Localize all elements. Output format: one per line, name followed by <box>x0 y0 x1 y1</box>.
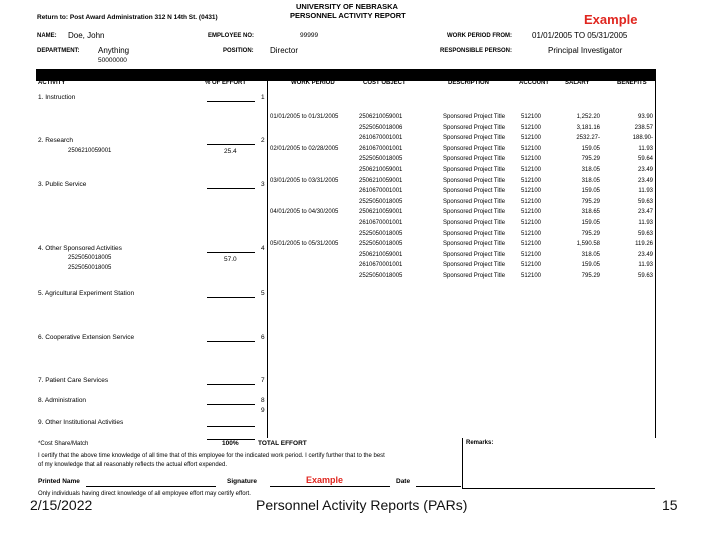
entry-desc: Sponsored Project Title <box>443 198 506 205</box>
entry-cost: 2506210059001 <box>359 114 403 120</box>
entry-desc: Sponsored Project Title <box>443 167 506 173</box>
name-value: Doe, John <box>68 31 105 40</box>
entry-acct: 512100 <box>521 209 542 216</box>
entry-desc: Sponsored Project Title <box>443 251 506 258</box>
slide-page-number: 15 <box>662 497 678 513</box>
certify-line-2: of my knowledge that all reasonably reflects the actual effort expended. <box>38 462 228 468</box>
entry-desc: Sponsored Project Title <box>443 241 506 248</box>
certify-note: Only individuals having direct knowledge of all employee effort may certify effort. <box>38 491 251 497</box>
entry-benefits: 11.93 <box>638 220 653 226</box>
entry-salary: 795.29 <box>581 156 600 163</box>
entry-cost: 2525050018005 <box>359 241 403 248</box>
research-pct: 25.4 <box>224 148 237 155</box>
entry-acct: 512100 <box>521 167 542 173</box>
entry-benefits: 59.63 <box>637 273 653 279</box>
slide-title: Personnel Activity Reports (PARs) <box>256 497 468 513</box>
cost-share: *Cost Share/Match <box>38 441 89 447</box>
entry-salary: 3,181.16 <box>576 124 600 131</box>
entry-acct: 512100 <box>521 135 542 142</box>
other-sponsored-pct: 57.0 <box>224 256 237 263</box>
entry-acct: 512100 <box>521 230 542 237</box>
entry-benefits: 238.57 <box>634 124 653 131</box>
entry-desc: Sponsored Project Title <box>443 145 506 152</box>
entry-benefits: 59.64 <box>637 156 653 163</box>
entry-acct: 512100 <box>521 124 542 131</box>
position-label: POSITION: <box>223 48 254 54</box>
other-sponsored-cost-2: 2525050018005 <box>68 265 112 271</box>
entry-desc: Sponsored Project Title <box>443 114 506 120</box>
entry-benefits: 11.93 <box>638 188 653 195</box>
entry-period: 02/01/2005 to 02/28/2005 <box>270 145 339 152</box>
report-title: PERSONNEL ACTIVITY REPORT <box>290 11 406 20</box>
entry-benefits: 93.90 <box>637 114 653 120</box>
activity-num-1: 1 <box>261 94 265 101</box>
entry-salary: 318.05 <box>581 167 600 173</box>
work-period-label: WORK PERIOD FROM: <box>447 33 512 39</box>
entry-salary: 1,590.58 <box>576 241 600 248</box>
employee-value: 99999 <box>300 32 319 39</box>
entry-cost: 2525050018006 <box>359 124 403 131</box>
entry-desc: Sponsored Project Title <box>443 156 506 163</box>
column-header-bar <box>36 69 656 81</box>
col-account: ACCOUNT <box>519 80 549 86</box>
entry-benefits: 119.26 <box>635 241 653 248</box>
department-value: Anything <box>98 46 130 55</box>
signature-label: Signature <box>227 478 257 485</box>
entry-salary: 795.29 <box>581 230 600 237</box>
entry-acct: 512100 <box>521 198 542 205</box>
entry-acct: 512100 <box>521 241 542 248</box>
activity-administration: 8. Administration <box>38 397 87 404</box>
col-cost-object: COST OBJECT <box>363 80 406 86</box>
entry-salary: 2532.27- <box>576 135 600 142</box>
activity-cooperative: 6. Cooperative Extension Service <box>38 334 135 341</box>
entry-salary: 159.05 <box>581 262 600 269</box>
entry-cost: 2610670001001 <box>359 145 403 152</box>
entry-desc: Sponsored Project Title <box>443 188 506 195</box>
entry-desc: Sponsored Project Title <box>443 220 506 226</box>
entry-benefits: 11.93 <box>638 262 653 269</box>
entry-acct: 512100 <box>521 188 542 195</box>
entry-cost: 2610670001001 <box>359 188 403 195</box>
entry-salary: 318.05 <box>581 177 600 184</box>
entry-acct: 512100 <box>521 114 542 120</box>
activity-research: 2. Research <box>38 137 74 144</box>
activity-other-sponsored: 4. Other Sponsored Activities <box>38 245 122 252</box>
col-work-period: WORK PERIOD <box>291 80 335 86</box>
total-effort: TOTAL EFFORT <box>258 440 307 447</box>
work-period-value: 01/01/2005 TO 05/31/2005 <box>532 31 628 40</box>
entry-salary: 318.65 <box>581 209 600 216</box>
entry-benefits: 59.63 <box>637 230 653 237</box>
entry-benefits: 23.49 <box>637 251 653 258</box>
activity-num-9: 9 <box>261 407 265 414</box>
entry-cost: 2506210059001 <box>359 251 403 258</box>
entry-cost: 2506210059001 <box>359 177 403 184</box>
activity-other-institutional: 9. Other Institutional Activities <box>38 419 124 426</box>
entry-desc: Sponsored Project Title <box>443 273 506 279</box>
activity-num-5: 5 <box>261 290 265 297</box>
entry-cost: 2525050018005 <box>359 230 403 237</box>
entry-cost: 2506210059001 <box>359 167 403 173</box>
activity-num-7: 7 <box>261 377 265 384</box>
other-sponsored-cost-1: 2525050018005 <box>68 255 112 261</box>
entry-acct: 512100 <box>521 220 542 226</box>
entry-benefits: 23.49 <box>637 167 653 173</box>
entry-acct: 512100 <box>521 145 542 152</box>
entry-acct: 512100 <box>521 262 542 269</box>
example-stamp: Example <box>584 12 638 27</box>
entry-desc: Sponsored Project Title <box>443 135 506 142</box>
col-benefits: BENEFITS <box>617 80 647 86</box>
entry-desc: Sponsored Project Title <box>443 262 506 269</box>
entry-benefits: 59.63 <box>637 198 653 205</box>
col-description: DESCRIPTION <box>448 80 490 86</box>
signature-example: Example <box>306 475 344 485</box>
remarks-label: Remarks: <box>466 440 494 446</box>
total-pct: 100% <box>222 440 239 447</box>
department-label: DEPARTMENT: <box>37 48 80 54</box>
entry-benefits: 23.49 <box>637 177 653 184</box>
certify-line-1: I certify that the above time knowledge of all time that of this employee for the indicated work period. I certify further that to the best <box>38 453 385 459</box>
activity-public-service: 3. Public Service <box>38 181 87 188</box>
entry-cost: 2610670001001 <box>359 220 403 226</box>
entry-desc: Sponsored Project Title <box>443 209 506 216</box>
responsible-value: Principal Investigator <box>548 46 623 55</box>
name-label: NAME: <box>37 33 57 39</box>
entry-salary: 159.05 <box>581 145 600 152</box>
research-cost-object: 2506210059001 <box>68 148 112 154</box>
entry-period: 03/01/2005 to 03/31/2005 <box>270 177 339 184</box>
entry-desc: Sponsored Project Title <box>443 230 506 237</box>
activity-num-6: 6 <box>261 334 265 341</box>
entry-salary: 159.05 <box>581 188 600 195</box>
entry-benefits: 23.47 <box>637 209 653 216</box>
entry-acct: 512100 <box>521 177 542 184</box>
entry-salary: 1,252.20 <box>576 114 600 120</box>
entry-desc: Sponsored Project Title <box>443 177 506 184</box>
entry-salary: 795.29 <box>581 198 600 205</box>
entry-salary: 159.05 <box>581 220 600 226</box>
activity-num-2: 2 <box>261 137 265 144</box>
entry-cost: 2525050018005 <box>359 156 403 163</box>
entry-acct: 512100 <box>521 273 542 279</box>
entry-salary: 795.29 <box>581 273 600 279</box>
department-code: 50000000 <box>98 57 127 64</box>
entry-benefits: 11.93 <box>638 145 653 152</box>
entry-period: 01/01/2005 to 01/31/2005 <box>270 114 339 120</box>
entry-cost: 2610670001001 <box>359 135 403 142</box>
date-label: Date <box>396 478 411 485</box>
activity-num-3: 3 <box>261 181 265 188</box>
entry-acct: 512100 <box>521 156 542 163</box>
entry-period: 05/01/2005 to 05/31/2005 <box>270 241 339 248</box>
employee-label: EMPLOYEE NO: <box>208 33 255 39</box>
university-name: UNIVERSITY OF NEBRASKA <box>296 2 398 11</box>
entry-cost: 2525050018005 <box>359 273 403 279</box>
slide-date: 2/15/2022 <box>30 497 93 513</box>
entry-period: 04/01/2005 to 04/30/2005 <box>270 209 339 216</box>
entry-cost: 2506210059001 <box>359 209 403 216</box>
activity-num-4: 4 <box>261 245 265 252</box>
activity-instruction: 1. Instruction <box>38 94 76 101</box>
printed-name-label: Printed Name <box>38 478 80 485</box>
position-value: Director <box>270 46 299 55</box>
activity-agricultural: 5. Agricultural Experiment Station <box>38 290 135 297</box>
activity-num-8: 8 <box>261 397 265 404</box>
activity-patient-care: 7. Patient Care Services <box>38 377 109 384</box>
return-to: Return to: Post Award Administration 312 N 14th St. (0431) <box>37 14 218 21</box>
entry-cost: 2610670001001 <box>359 262 403 269</box>
responsible-label: RESPONSIBLE PERSON: <box>440 48 513 54</box>
entry-cost: 2525050018005 <box>359 198 403 205</box>
entry-acct: 512100 <box>521 251 542 258</box>
col-effort: % OF EFFORT <box>205 80 246 86</box>
col-activity: ACTIVITY <box>38 80 66 86</box>
entry-benefits: 188.90- <box>632 135 653 142</box>
entry-salary: 318.05 <box>581 251 600 258</box>
col-salary: SALARY <box>565 80 590 86</box>
entry-desc: Sponsored Project Title <box>443 124 506 131</box>
